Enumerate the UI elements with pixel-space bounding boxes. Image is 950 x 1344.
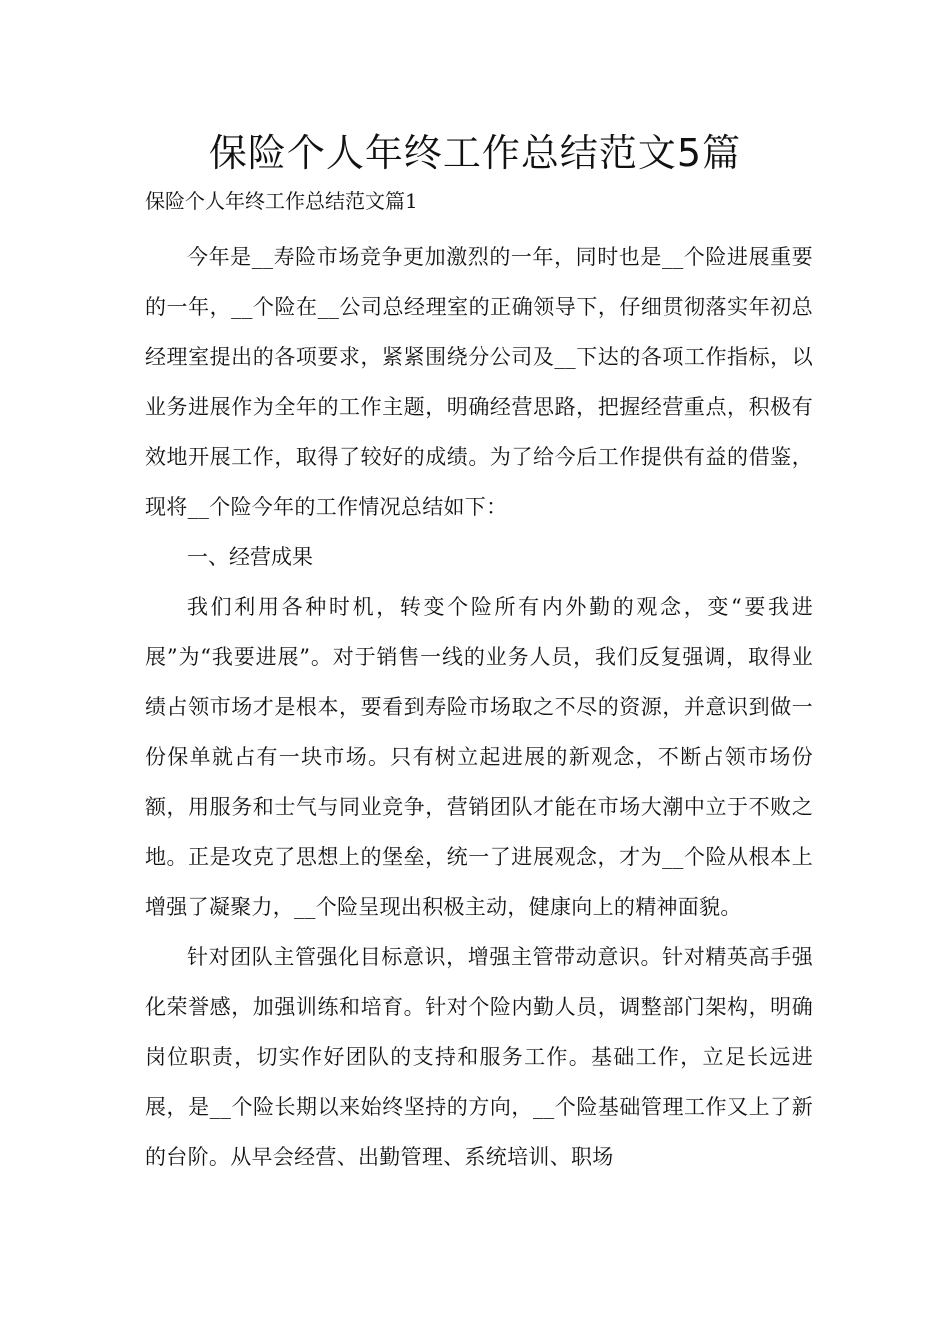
document-title: 保险个人年终工作总结范文5篇 [208, 131, 742, 175]
paragraph-intro: 今年是__寿险市场竞争更加激烈的一年，同时也是__个险进展重要的一年，__个险在__公司总经理室的正确领导下，仔细贯彻落实年初总经理室提出的各项要求，紧紧围绕分公司及__下达的各项工作指标，以业务进展作为全年的工作主题，明确经营思路，把握经营重点，积极有效地开展工作，取得了较好的成绩。为了给今后工作提供有益的借鉴，现将__个险今年的工作情况总结如下： [145, 245, 813, 519]
document-body [145, 232, 813, 1182]
paragraph-concept: 我们利用各种时机，转变个险所有内外勤的观念，变“要我进展”为“我要进展”。对于销售一线的业务人员，我们反复强调，取得业绩占领市场才是根本，要看到寿险市场取之不尽的资源，并意识到做一份保单就占有一块市场。只有树立起进展的新观念，不断占领市场份额，用服务和士气与同业竞争，营销团队才能在市场大潮中立于不败之地。正是攻克了思想上的堡垒，统一了进展观念，才为__个险从根本上增强了凝聚力，__个险呈现出积极主动，健康向上的精神面貌。 [145, 595, 813, 919]
document-subtitle: 保险个人年终工作总结范文篇1 [145, 189, 418, 213]
section-heading-results: 一、经营成果 [187, 545, 313, 569]
paragraph-team: 针对团队主管强化目标意识，增强主管带动意识。针对精英高手强化荣誉感，加强训练和培育。针对个险内勤人员，调整部门架构，明确岗位职责，切实作好团队的支持和服务工作。基础工作，立足长远进展，是__个险长期以来始终坚持的方向，__个险基础管理工作又上了新的台阶。从早会经营、出勤管理、系统培训、职场 [145, 945, 813, 1169]
